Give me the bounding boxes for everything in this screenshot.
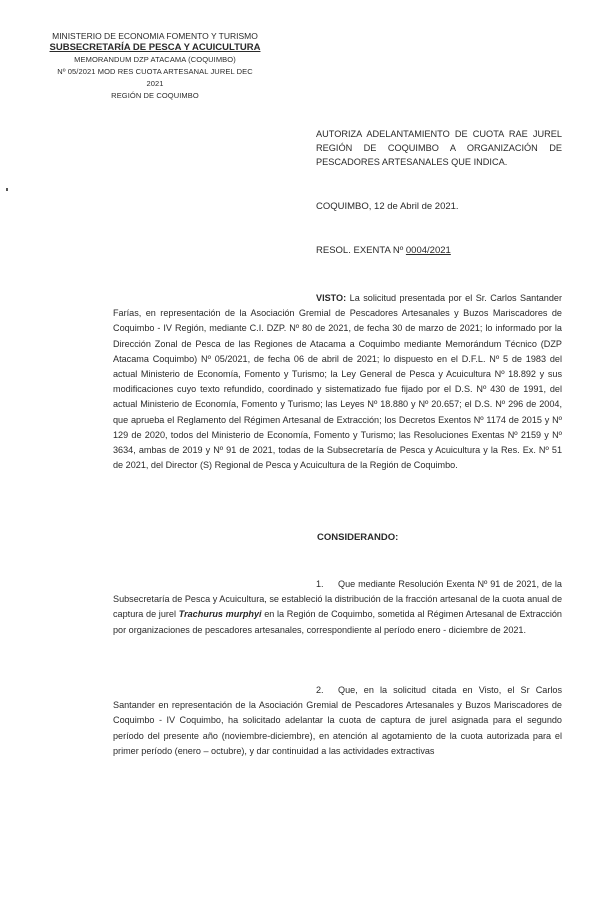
resolution-date: COQUIMBO, 12 de Abril de 2021.: [316, 201, 459, 212]
letterhead-subsecretaria: SUBSECRETARÍA DE PESCA Y ACUICULTURA: [49, 42, 261, 53]
scan-mark: [6, 188, 8, 191]
considerando-item-1: [113, 577, 562, 638]
item-2-text: Que, en la solicitud citada en Visto, el Sr Carlos Santander en representación de la Asociación Gremial de Pescadores Artesanales y Buzos Mariscadores de Coquimbo - IV Coquimbo, ha solicitado adelantar la cuota de captura de jurel asignada para el segundo período del presente año (noviembre-diciembre), en atención al agotamiento de la cuota autorizada para el primer período (enero – octubre), y dar continuidad a las actividades extractivas: [113, 685, 562, 756]
letterhead-region: REGIÓN DE COQUIMBO: [111, 91, 199, 100]
letterhead-memo: MEMORANDUM DZP ATACAMA (COQUIMBO): [74, 55, 236, 64]
letterhead-year: 2021: [146, 79, 164, 88]
resolution-number: 0004/2021: [405, 245, 451, 256]
item-1-species: Trachurus murphyi: [178, 609, 262, 620]
resolution-subject: AUTORIZA ADELANTAMIENTO DE CUOTA RAE JUREL REGIÓN DE COQUIMBO A ORGANIZACIÓN DE PESCADORES ARTESANALES QUE INDICA.: [316, 129, 562, 167]
considerando-heading: CONSIDERANDO:: [317, 532, 399, 543]
item-1-text-b: en la Región de Coquimbo, sometida al Régimen Artesanal de Extracción por organizaciones de pescadores artesanales, correspondiente al período enero - diciembre de 2021.: [113, 609, 562, 635]
resolution-prefix: RESOL. EXENTA Nº: [316, 245, 404, 256]
item-1-text-a: Que mediante Resolución Exenta Nº 91 de 2021, de la Subsecretaría de Pesca y Acuicultura, se estableció la distribución de la fracción artesanal de la cuota anual de captura de jurel: [113, 579, 562, 620]
resolution-number-line: [316, 245, 451, 256]
considerando-item-2: [113, 683, 562, 759]
item-2-number: 2.: [316, 685, 324, 695]
visto-text: La solicitud presentada por el Sr. Carlos Santander Farías, en representación de la Asociación Gremial de Pescadores Artesanales y Buzos Mariscadores de Coquimbo - IV Región, mediante C.I. DZP. Nº 80 de 2021, de fecha 30 de marzo de 2021; lo informado por la Dirección Zonal de Pesca de las Regiones de Atacama a Coquimbo mediante Memorándum Técnico (DZP Atacama Coquimbo) Nº 05/2021, de fecha 06 de abril de 2021; lo dispuesto en el D.F.L. Nº 5 de 1983 del actual Ministerio de Economía, Fomento y Turismo; la Ley General de Pesca y Acuicultura Nº 18.892 y sus modificaciones cuyo texto refundido, coordinado y sistematizado fue fijado por el D.S. Nº 430 de 1991, del actual Ministerio de Economía, Fomento y Turismo; las Leyes Nº 18.880 y Nº 20.657; el D.S. Nº 296 de 2004, que aprueba el Reglamento del Régimen Artesanal de Extracción; los Decretos Exentos Nº 1174 de 2015 y Nº 129 de 2020, todos del Ministerio de Economía, Fomento y Turismo; las Resoluciones Exentas Nº 2159 y Nº 3634, ambas de 2019 y Nº 91 de 2021, todas de la Subsecretaría de Pesca y Acuicultura y la Res. Ex. Nº 51 de 2021, del Director (S) Regional de Pesca y Acuicultura de la Región de Coquimbo.: [113, 293, 562, 471]
letterhead-memo-number: Nº 05/2021 MOD RES CUOTA ARTESANAL JUREL DEC: [57, 67, 253, 76]
letterhead-ministry: MINISTERIO DE ECONOMIA FOMENTO Y TURISMO: [52, 31, 258, 41]
item-1-number: 1.: [316, 579, 324, 589]
visto-label: VISTO:: [316, 293, 347, 303]
visto-paragraph: [113, 291, 562, 473]
letterhead: [40, 30, 270, 102]
